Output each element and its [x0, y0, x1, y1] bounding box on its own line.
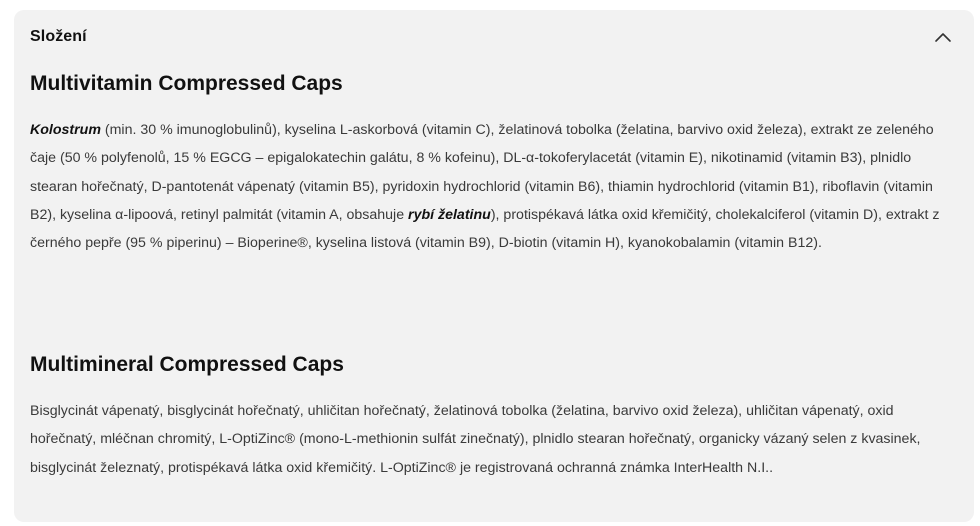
accordion-title: Složení: [30, 28, 87, 45]
ingredients-text-multivitamin: [30, 116, 960, 257]
highlight-fish-gelatin: rybí želatinu: [408, 206, 491, 223]
chevron-up-icon[interactable]: [934, 30, 952, 44]
composition-accordion: [14, 10, 974, 522]
ingredients-part-a: (min. 30 % imunoglobulinů), kyselina L-askorbová (vitamin C), želatinová tobolka (želatina, barvivo oxid železa), extrakt ze zeleného čaje (50 % polyfenolů, 15 % EGCG – epigalokatechin galátu, 8 % kofeinu), DL-α-tokoferylacetát (vitamin E), nikotinamid (vitamin B3), plnidlo stearan hořečnatý, D-pantotenát vápenatý (vitamin B5), pyridoxin hydrochlorid (vitamin B6), thiamin hydrochlorid (vitamin B1), riboflavin (vitamin B2), kyselina α-lipoová, retinyl palmitát (vitamin A, obsahuje: [30, 122, 934, 223]
section-title-multivitamin: Multivitamin Compressed Caps: [30, 72, 343, 95]
accordion-header[interactable]: [14, 10, 974, 66]
highlight-kolostrum: Kolostrum: [30, 122, 101, 138]
ingredients-part-b: ), protispékavá látka oxid křemičitý, cholekalciferol (vitamin D), extrakt z černého pepře (95 % piperinu) – Bioperine®, kyselina listová (vitamin B9), D-biotin (vitamin H), kyanokobalamin (vitamin B12).: [30, 206, 940, 252]
section-title-multimineral: Multimineral Compressed Caps: [30, 353, 344, 376]
ingredients-text-multimineral: Bisglycinát vápenatý, bisglycinát hořečnatý, uhličitan hořečnatý, želatinová tobolka (želatina, barvivo oxid železa), uhličitan vápenatý, oxid hořečnatý, mléčnan chromitý, L-OptiZinc® (mono-L-methionin sulfát zinečnatý), plnidlo stearan hořečnatý, organicky vázaný selen z kvasinek, bisglycinát železnatý, protispékavá látka oxid křemičitý. L-OptiZinc® je registrovaná ochranná známka InterHealth N.I..: [30, 403, 921, 476]
